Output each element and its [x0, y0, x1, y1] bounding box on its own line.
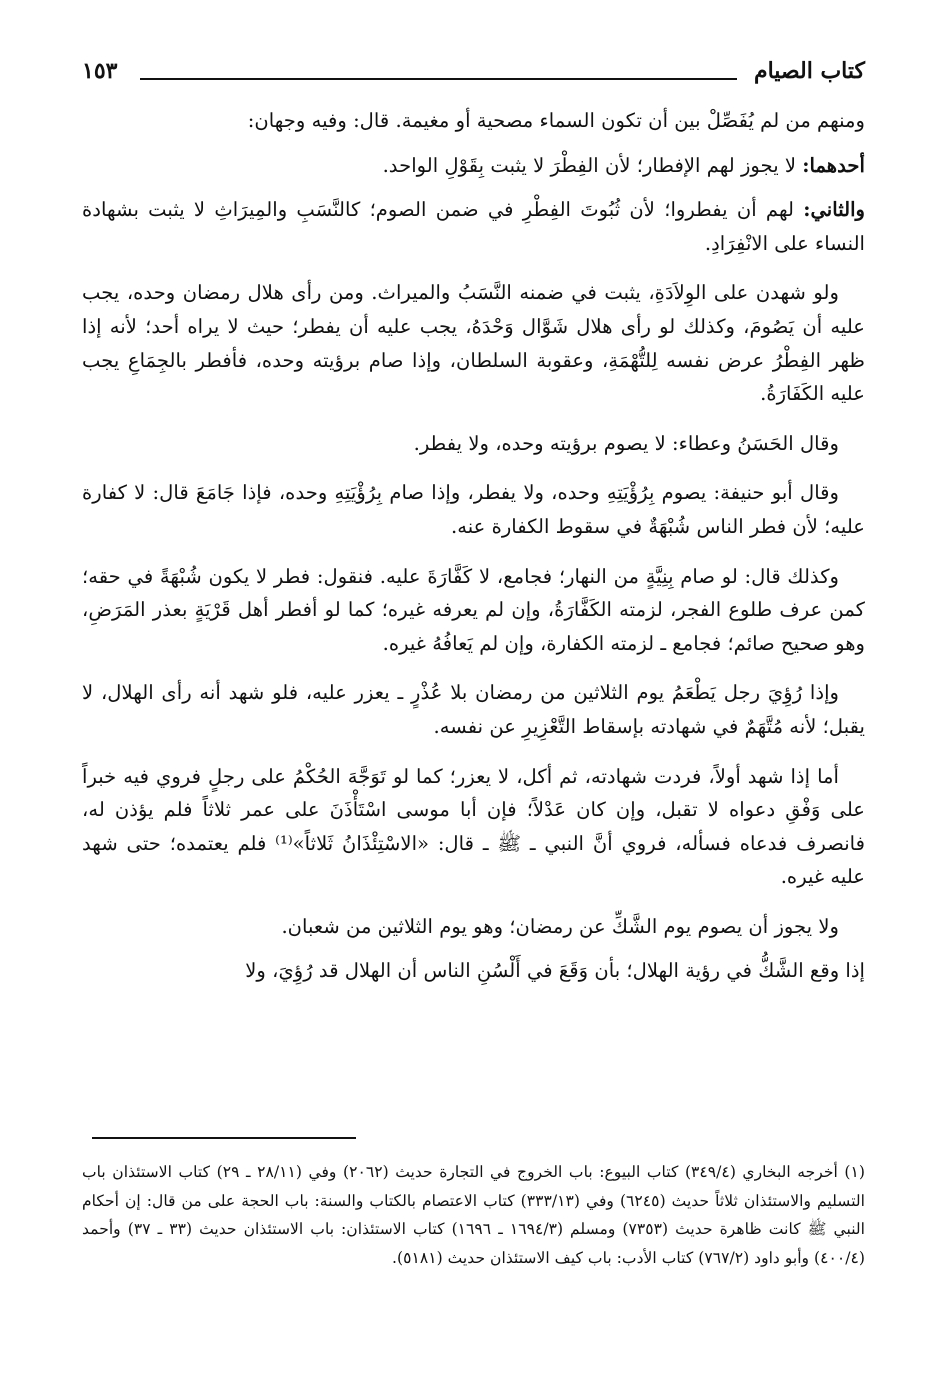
paragraph — [82, 476, 865, 543]
paragraph-text: لهم أن يفطروا؛ لأن ثُبُوتَ الفِطْرِ في ضمن الصوم؛ كالنَّسَبِ والمِيرَاثِ لا يثبت بشهادة النساء على الانْفِرَادِ. — [82, 198, 865, 255]
paragraph-text: إذا وقع الشَّكُّ في رؤية الهلال؛ بأن وَقَعَ في أَلْسُنِ الناس أن الهلال قد رُؤِيَ، ولا — [245, 959, 865, 983]
header-rule — [140, 78, 737, 80]
paragraph — [82, 954, 865, 988]
paragraph-text: ولو شهدن على الوِلاَدَةِ، يثبت في ضمنه النَّسَبُ والميراث. ومن رأى هلال رمضان وحده، يجب عليه أن يَصُومَ، وكذلك لو رأى هلال شَوَّال وَحْدَهُ، يجب عليه أن يفطر؛ حيث لا يراه أحد؛ لأنه إذا ظهر الفِطْرُ عرض نفسه لِلتُّهْمَةِ، وعقوبة السلطان، وإذا صام برؤيته وحده، فأفطر بالجِمَاعِ يجب عليه الكَفَارَةُ. — [82, 281, 865, 406]
paragraph-text: وكذلك قال: لو صام بِنِيَّةٍ من النهار؛ فجامع، لا كَفَّارَةَ عليه. فنقول: فطر لا يكون شُبْهَةً في حقه؛ كمن عرف طلوع الفجر، لزمته الكَفَّارَةُ، وإن لم يعرفه غيره؛ كما لو أفطر أهل قَرْيَةٍ بعذر المَرَضِ، وهو صحيح صائم؛ فجامع ـ لزمته الكفارة، وإن لم يَعافُهُ غيره. — [82, 564, 865, 655]
paragraph — [82, 193, 865, 260]
paragraph-text: لا يجوز لهم الإفطار؛ لأن الفِطْرَ لا يثبت بِقَوْلِ الواحد. — [382, 153, 803, 177]
footnote-separator — [92, 1137, 356, 1139]
paragraph-text: وإذا رُؤِيَ رجل يَطْعَمُ يوم الثلاثين من رمضان بلا عُذْرٍ ـ يعزر عليه، فلو شهد أنه رأى الهلال، لا يقبل؛ لأنه مُتَّهَمٌ في شهادته بإسقاط التَّعْزِيرِ عن نفسه. — [82, 681, 865, 738]
paragraph — [82, 104, 865, 138]
book-title: كتاب الصيام — [753, 58, 865, 84]
paragraph — [82, 149, 865, 183]
paragraph-text: وقال الحَسَنُ وعطاء: لا يصوم برؤيته وحده، ولا يفطر. — [413, 431, 839, 455]
paragraph-text: ولا يجوز أن يصوم يوم الشَّكِّ عن رمضان؛ وهو يوم الثلاثين من شعبان. — [281, 914, 839, 938]
main-text — [82, 104, 865, 999]
paragraph-text: وقال أبو حنيفة: يصوم بِرُؤْيَتِهِ وحده، ولا يفطر، وإذا صام بِرُؤْيَتِهِ وحده، فإذا جَامَعَ قال: لا كفارة عليه؛ لأن فطر الناس شُبْهَةٌ في سقوط الكفارة عنه. — [82, 481, 865, 538]
paragraph — [82, 276, 865, 410]
paragraph-lead: والثاني: — [803, 198, 865, 222]
paragraph-lead: أحدهما: — [802, 153, 865, 177]
running-header — [82, 58, 865, 92]
paragraph — [82, 676, 865, 743]
paragraph-text: ومنهم من لم يُفَصِّلْ بين أن تكون السماء مصحية أو مغيمة. قال: وفيه وجهان: — [247, 109, 865, 132]
paragraph — [82, 560, 865, 661]
paragraph — [82, 760, 865, 894]
footnote: (١) أخرجه البخاري (٣٤٩/٤) كتاب البيوع: باب الخروج في التجارة حديث (٢٠٦٢) وفي (٢٨/١١ ـ ٢٩) كتاب الاستئذان باب التسليم والاستئذان ثلاثاً حديث (٦٢٤٥) وفي (٣٣٣/١٣) كتاب الاعتصام بالكتاب والسنة: باب الحجة على من قال: إن أحكام النبي ﷺ كانت ظاهرة حديث (٧٣٥٣) ومسلم (١٦٩٤/٣ ـ ١٦٩٦) كتاب الاستئذان: باب الاستئذان حديث (٣٣ ـ ٣٧) وأحمد (٤٠٠/٤) وأبو داود (٧٦٧/٢) كتاب الأدب: باب كيف الاستئذان حديث (٥١٨١). — [82, 1163, 865, 1267]
paragraph — [82, 910, 865, 944]
paragraph-text: أما إذا شهد أولاً، فردت شهادته، ثم أكل، لا يعزر؛ كما لو تَوَجَّهَ الحُكْمُ على رجلٍ فروي فيه خبراً على وَفْقِ دعواه لا تقبل، وإن كان عَدْلاً؛ فإن أبا موسى اسْتَأْذَنَ على عمر ثلاثاً فلم يؤذن له، فانصرف فدعاه فسأله، فروي أنَّ النبي ـ ﷺ ـ قال: «الاسْتِئْذَانُ ثَلاثاً»⁽¹⁾ فلم يعتمده؛ حتى شهد عليه غيره. — [82, 764, 865, 889]
paragraph — [82, 427, 865, 461]
page-number: ١٥٣ — [82, 58, 118, 84]
